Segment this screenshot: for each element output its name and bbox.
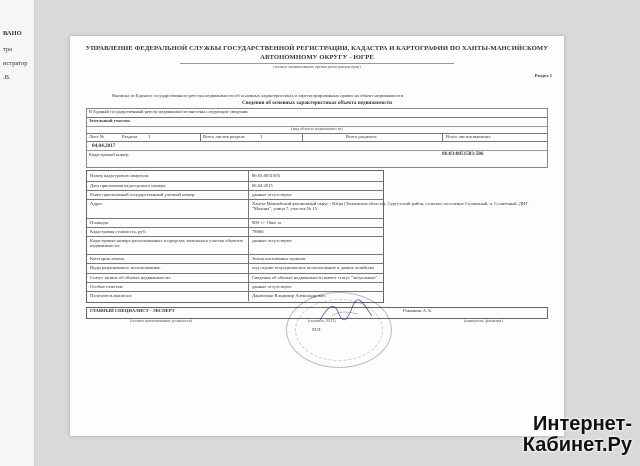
cadastral-number: 86:03:0051503:586	[442, 151, 484, 157]
row-value: 900 +/- 10кв. м	[252, 220, 281, 225]
row-label: Виды разрешенного использования:	[90, 265, 161, 270]
row-label: Номер кадастрового квартала:	[90, 173, 150, 178]
section-label: Раздел 1	[534, 73, 552, 78]
row-value: 06.04.2015	[252, 183, 273, 188]
strip-text-4: .В.	[3, 74, 11, 81]
row-value: данные отсутствуют	[252, 238, 292, 243]
row-label: Площадь:	[90, 220, 110, 225]
row-label: Получатель выписки:	[90, 293, 133, 298]
registry-line: В Единый государственный реестр недвижимости внесены следующие сведения:	[89, 109, 249, 114]
left-page-strip	[0, 0, 35, 466]
signer-name: Романова А. Б.	[403, 308, 433, 313]
extract-line: Выписка из Единого государственного реестра недвижимости об основных характеристиках и зарегистрированных правах на объект недвижимости	[112, 93, 404, 98]
row-label: Статус записи об объекте недвижимости:	[90, 275, 171, 280]
row-label: Категория земель:	[90, 256, 126, 261]
row-label: Кадастровая стоимость, руб.:	[90, 229, 148, 234]
signature-caption: (подпись, М.П.)	[308, 318, 337, 323]
watermark-line2: Кабинет.Ру	[522, 434, 632, 456]
row-value: Ханты-Мансийский автономный округ - Югра (Тюменская область), Сургутский район, сельское поселение Солнечный, п. Солнечный, ДНТ "Малина", улица 7, участок № 15	[252, 201, 529, 212]
total-sections-label: Всего разделов:	[346, 134, 377, 139]
row-label: Адрес:	[90, 201, 104, 206]
signer-position: ГЛАВНЫЙ СПЕЦИАЛИСТ - ЭКСПЕРТ	[90, 308, 175, 313]
watermark-line1: Интернет-	[533, 413, 632, 435]
row-label: Ранее присвоенный государственный учетный номер:	[90, 192, 196, 197]
mp-label: М.П.	[312, 327, 322, 332]
handwritten-signature	[318, 298, 374, 328]
row-value: 78066	[252, 229, 264, 234]
strip-text-2: тра	[3, 46, 13, 53]
row-value: Земли населённых пунктов	[252, 256, 306, 261]
agency-title-line1: УПРАВЛЕНИЕ ФЕДЕРАЛЬНОЙ СЛУЖБЫ ГОСУДАРСТВЕННОЙ РЕГИСТРАЦИИ, КАДАСТРА И КАРТОГРАФИИ ПО ХАНТЫ-МАНСИЙСКОМУ	[85, 45, 549, 52]
row-label: Дата присвоения кадастрового номера:	[90, 183, 167, 188]
agency-caption: (полное наименование органа регистрации прав)	[273, 64, 361, 69]
site-watermark	[523, 414, 632, 456]
total-sheets-section-value: 1	[260, 134, 263, 139]
row-value: Даниленко Владимир Александрович	[252, 293, 326, 298]
row-value: Сведения об объекте недвижимости имеют статус "актуальные"	[252, 275, 378, 280]
row-label: Особые отметки:	[90, 284, 124, 289]
extract-date: 04.04.2017	[92, 143, 116, 149]
strip-text-3: истратор	[3, 60, 28, 67]
row-value: 86:03:0051503	[252, 173, 280, 178]
name-caption: (инициалы, фамилия)	[464, 318, 503, 323]
sheet-number-label: Лист №	[89, 134, 105, 139]
total-sheets-label: Всего листов выписки:	[446, 134, 491, 139]
row-value: данные отсутствуют	[252, 284, 292, 289]
strip-text-1: ВАНО	[3, 30, 22, 37]
section-number: 1	[148, 134, 151, 139]
extract-document	[70, 36, 564, 436]
cadastral-label: Кадастровый номер:	[89, 152, 130, 157]
section-label-row: Раздела	[122, 134, 138, 139]
agency-title-line2: АВТОНОМНОМУ ОКРУГУ - ЮГРЕ	[260, 54, 374, 61]
row-label: Кадастровые номера расположенных в пределах земельного участка объектов недвижимости:	[90, 238, 243, 249]
row-value: данные отсутствуют	[252, 192, 292, 197]
object-caption: (вид объекта недвижимости)	[291, 126, 343, 131]
row-value: под садово-огородническое использование и дачное хозяйство	[252, 265, 375, 270]
subtitle: Сведения об основных характеристиках объекта недвижимости	[241, 100, 393, 106]
position-caption: (полное наименование должности)	[130, 318, 193, 323]
object-type: Земельный участок	[89, 118, 131, 123]
total-sheets-section-label: Всего листов раздела	[203, 134, 245, 139]
